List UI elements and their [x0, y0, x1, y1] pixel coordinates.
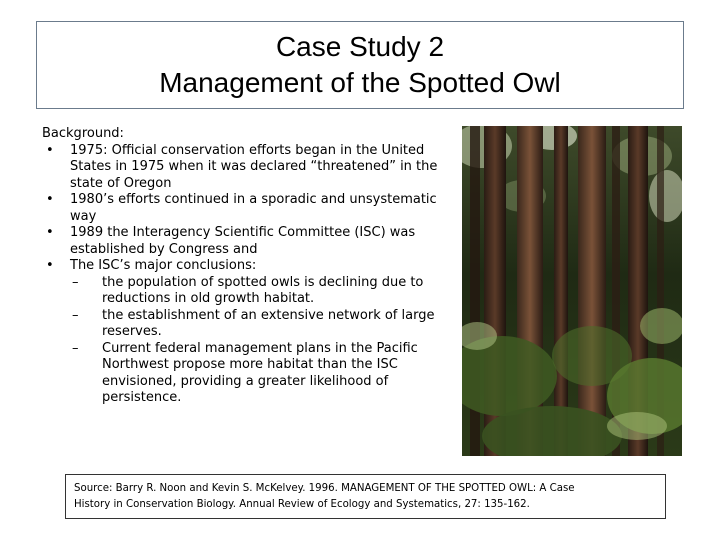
sub-bullet-item — [42, 308, 462, 341]
source-line-1: Source: Barry R. Noon and Kevin S. McKelvey. 1996. MANAGEMENT OF THE SPOTTED OWL: A Case — [74, 483, 575, 494]
bullet-text: 1980’s efforts continued in a sporadic and unsystematic way — [70, 192, 437, 224]
background-heading: Background: — [42, 126, 124, 141]
dash-icon: – — [72, 274, 79, 290]
bullet-item — [42, 258, 462, 275]
title-line-1: Case Study 2 — [275, 31, 445, 62]
background-section — [42, 126, 462, 407]
sub-bullet-text: the establishment of an extensive network of large reserves. — [102, 307, 435, 339]
slide-title — [36, 21, 684, 109]
bullet-item — [42, 192, 462, 225]
forest-photo-icon — [462, 126, 682, 456]
title-line-2: Management of the Spotted Owl — [159, 67, 561, 98]
sub-bullet-text: the population of spotted owls is declining due to reductions in old growth habitat. — [102, 274, 424, 306]
sub-bullet-item — [42, 341, 462, 407]
bullet-item — [42, 143, 462, 193]
bullet-icon: • — [46, 258, 54, 273]
sub-bullet-item — [42, 275, 462, 308]
bullet-icon: • — [46, 192, 54, 207]
sub-bullet-text: Current federal management plans in the Pacific Northwest propose more habitat than the ISC envisioned, providing a greater likelihood of persistence. — [102, 340, 418, 405]
bullet-text: The ISC’s major conclusions: — [70, 258, 257, 273]
bullet-text: 1975: Official conservation efforts began in the United States in 1975 when it was declared “threatened” in the state of Oregon — [70, 142, 438, 191]
dash-icon: – — [72, 307, 79, 323]
dash-icon: – — [72, 340, 79, 356]
forest-photo — [462, 126, 682, 456]
source-line-2: History in Conservation Biology. Annual Review of Ecology and Systematics, 27: 135-162. — [74, 499, 530, 510]
bullet-icon: • — [46, 225, 54, 240]
bullet-text: 1989 the Interagency Scientific Committee (ISC) was established by Congress and — [70, 225, 416, 257]
bullet-item — [42, 225, 462, 258]
bullet-icon: • — [46, 142, 54, 158]
source-citation — [65, 474, 666, 519]
